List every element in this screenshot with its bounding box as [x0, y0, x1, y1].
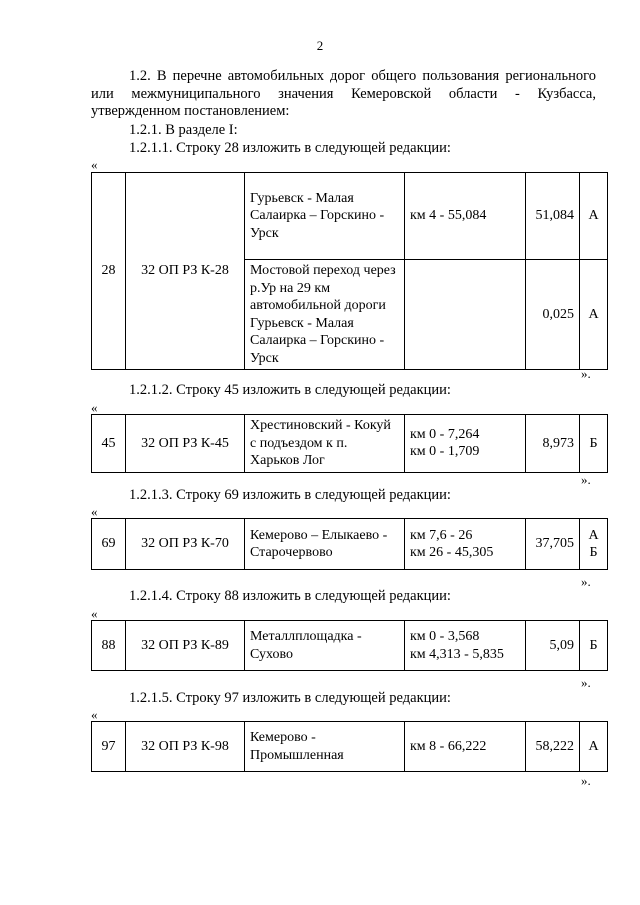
- road-name: Кемерово – Елыкаево - Старочервово: [245, 519, 405, 570]
- road-km: км 8 - 66,222: [405, 722, 526, 772]
- road-km-1: км 7,6 - 26: [410, 527, 473, 543]
- road-category: Б: [580, 621, 608, 671]
- block-heading-69: 1.2.1.3. Строку 69 изложить в следующей редакции:: [129, 487, 451, 503]
- road-category: А: [580, 722, 608, 772]
- table-row: [92, 415, 608, 473]
- road-length: 0,025: [526, 260, 580, 370]
- quote-close: ».: [581, 366, 591, 381]
- road-table-45: [91, 414, 608, 473]
- road-km: [405, 415, 526, 473]
- row-number: 97: [92, 722, 126, 772]
- quote-open: «: [91, 606, 98, 621]
- road-code: 32 ОП РЗ К-98: [126, 722, 245, 772]
- page-number: 2: [316, 38, 324, 53]
- road-length: 37,705: [526, 519, 580, 570]
- road-category-2: Б: [589, 545, 598, 560]
- road-category-1: А: [588, 527, 599, 543]
- table-row: [92, 722, 608, 772]
- road-name: Хрестиновский - Кокуй с подъездом к п. Харьков Лог: [245, 415, 405, 473]
- road-name: Металлплощадка - Сухово: [245, 621, 405, 671]
- road-table-28: [91, 172, 608, 370]
- road-length: 58,222: [526, 722, 580, 772]
- road-code: 32 ОП РЗ К-28: [126, 173, 245, 370]
- road-code: 32 ОП РЗ К-89: [126, 621, 245, 671]
- road-km-2: км 4,313 - 5,835: [410, 646, 504, 662]
- quote-open: «: [91, 504, 98, 519]
- road-km: км 4 - 55,084: [405, 173, 526, 260]
- row-number: 88: [92, 621, 126, 671]
- road-category: А: [580, 260, 608, 370]
- road-length: 8,973: [526, 415, 580, 473]
- section-line: 1.2.1. В разделе I:: [129, 122, 238, 138]
- quote-close: ».: [581, 472, 591, 487]
- row-number: 28: [92, 173, 126, 370]
- road-code: 32 ОП РЗ К-70: [126, 519, 245, 570]
- road-km-2: км 26 - 45,305: [410, 545, 494, 560]
- quote-close: ».: [581, 773, 591, 788]
- road-km: [405, 260, 526, 370]
- road-table-97: [91, 721, 608, 772]
- row-number: 69: [92, 519, 126, 570]
- block-heading-45: 1.2.1.2. Строку 45 изложить в следующей редакции:: [129, 382, 451, 398]
- intro-paragraph: [91, 68, 596, 121]
- quote-close: ».: [581, 675, 591, 690]
- quote-open: «: [91, 157, 98, 172]
- road-category: [580, 519, 608, 570]
- road-table-88: [91, 620, 608, 671]
- block-heading-28: 1.2.1.1. Строку 28 изложить в следующей редакции:: [129, 140, 451, 156]
- block-heading-97: 1.2.1.5. Строку 97 изложить в следующей редакции:: [129, 690, 451, 706]
- road-km-1: км 0 - 3,568: [410, 629, 480, 644]
- road-km: [405, 519, 526, 570]
- road-km: [405, 621, 526, 671]
- road-length: 5,09: [526, 621, 580, 671]
- block-heading-88: 1.2.1.4. Строку 88 изложить в следующей редакции:: [129, 588, 451, 604]
- row-number: 45: [92, 415, 126, 473]
- quote-open: «: [91, 707, 98, 722]
- road-code: 32 ОП РЗ К-45: [126, 415, 245, 473]
- quote-open: «: [91, 400, 98, 415]
- intro-text: 1.2. В перечне автомобильных дорог общего пользования регионального или межмуниципального значения Кемеровской области - Кузбасса, утвержденном постановлением:: [91, 68, 596, 119]
- table-row: [92, 519, 608, 570]
- road-km-1: км 0 - 7,264: [410, 426, 480, 442]
- road-name: Мостовой переход через р.Ур на 29 км автомобильной дороги Гурьевск - Малая Салаирка – Горскино - Урск: [245, 260, 405, 370]
- road-table-69: [91, 518, 608, 570]
- table-row: [92, 173, 608, 260]
- road-km-2: км 0 - 1,709: [410, 444, 480, 460]
- table-row: [92, 621, 608, 671]
- quote-close: ».: [581, 574, 591, 589]
- road-name: Кемерово - Промышленная: [245, 722, 405, 772]
- road-category: А: [580, 173, 608, 260]
- road-name: Гурьевск - Малая Салаирка – Горскино - Урск: [245, 173, 405, 260]
- road-category: Б: [580, 415, 608, 473]
- road-length: 51,084: [526, 173, 580, 260]
